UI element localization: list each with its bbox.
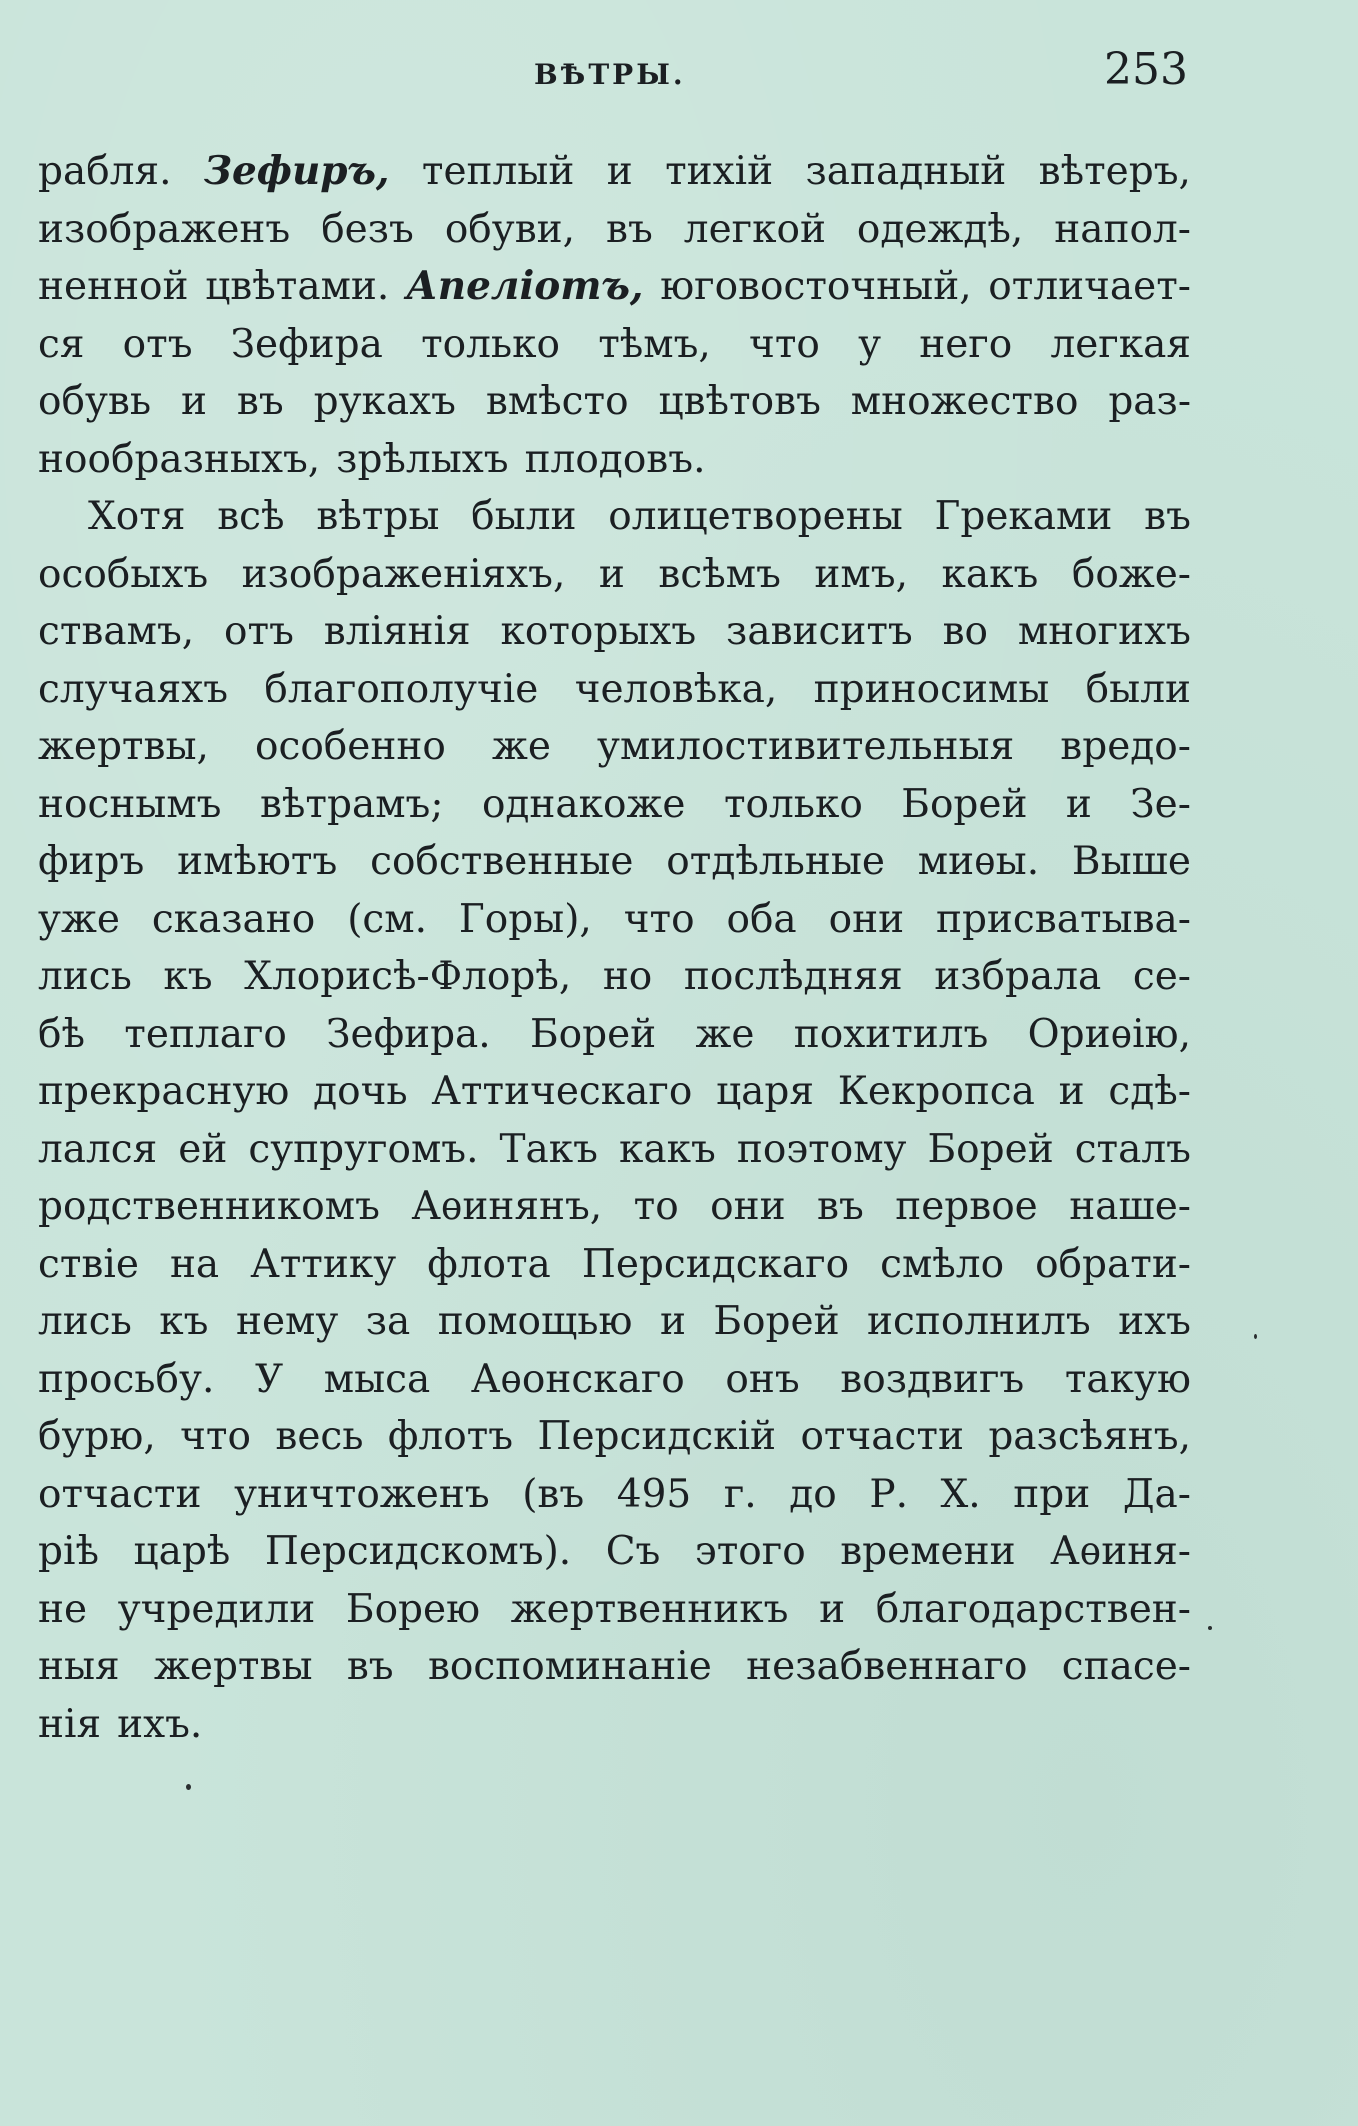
body-text: [38, 143, 1191, 1753]
word: и: [659, 1299, 686, 1344]
word: ненной: [38, 264, 189, 309]
word: безъ: [321, 206, 414, 252]
word: имѣютъ: [177, 839, 338, 884]
word: имъ,: [814, 551, 908, 597]
word: разсѣянъ,: [988, 1414, 1191, 1459]
word: у: [858, 321, 882, 367]
word: же: [695, 1011, 755, 1057]
text-line: [38, 373, 1191, 431]
word: особыхъ: [38, 551, 209, 597]
word: бурю,: [38, 1414, 156, 1459]
word: уже: [38, 896, 120, 942]
word: просьбу.: [38, 1356, 215, 1402]
word: только: [421, 321, 560, 367]
word: вѣтры: [316, 494, 440, 539]
word: Борею: [345, 1586, 481, 1632]
word: Борей: [530, 1011, 657, 1057]
word: обувь: [38, 379, 152, 424]
word: Зе-: [1130, 781, 1191, 827]
text-line: [38, 1236, 1191, 1294]
word: Персидскомъ).: [264, 1529, 572, 1574]
word: одеждѣ,: [856, 206, 1024, 252]
text-line: [38, 1178, 1191, 1236]
word: же: [491, 724, 551, 769]
word: къ: [163, 954, 213, 999]
word: У: [254, 1356, 284, 1402]
word: похитилъ: [793, 1011, 989, 1057]
word: прекрасную: [38, 1069, 290, 1114]
word: и: [1065, 781, 1092, 827]
word: Борей: [713, 1299, 840, 1344]
word: что: [749, 321, 820, 367]
word: нему: [235, 1299, 339, 1344]
word: они: [710, 1184, 786, 1229]
word: воспоминаніе: [427, 1644, 712, 1689]
word: се-: [1132, 954, 1191, 999]
word: что: [623, 896, 695, 942]
word: которыхъ: [500, 609, 697, 654]
word: Борей: [901, 781, 1028, 827]
word: времени: [840, 1529, 1016, 1574]
word: юговосточный,: [660, 264, 972, 309]
word: и: [598, 551, 625, 597]
running-head: ВѢТРЫ.: [534, 58, 686, 91]
text-line: [38, 776, 1191, 834]
word: избрала: [934, 954, 1102, 999]
word: вѣтеръ,: [1038, 149, 1191, 194]
word: раз-: [1108, 379, 1191, 424]
word: ныя: [38, 1644, 120, 1689]
word: наше-: [1069, 1184, 1191, 1229]
word: теплаго: [124, 1011, 287, 1057]
word: и: [181, 379, 208, 424]
text-line: [38, 1121, 1191, 1179]
word: многихъ: [1017, 609, 1191, 654]
word: въ: [236, 379, 284, 424]
word: и: [606, 149, 633, 194]
text-line: [38, 1466, 1191, 1524]
word: отличает-: [988, 264, 1191, 309]
word: весь: [275, 1414, 364, 1459]
word: мыса: [323, 1356, 431, 1402]
text-line: [38, 833, 1191, 891]
word: были: [471, 494, 577, 539]
word: онъ: [725, 1356, 800, 1402]
word: какъ: [619, 1126, 716, 1172]
word: особенно: [255, 724, 446, 769]
text-line: [38, 1351, 1191, 1409]
word: ихъ.: [117, 1701, 203, 1747]
word: рабля.: [38, 149, 172, 194]
word: носнымъ: [38, 781, 222, 827]
word: какъ: [941, 551, 1039, 597]
word: Зефира.: [326, 1011, 491, 1057]
word: отдѣльные: [666, 839, 885, 884]
word: цвѣтами.: [205, 264, 390, 309]
text-line: [38, 1581, 1191, 1639]
word: ствамъ,: [38, 609, 195, 654]
text-line: [38, 1638, 1191, 1696]
word: обрати-: [1035, 1241, 1191, 1287]
word: сталъ: [1074, 1126, 1191, 1172]
word: уничтоженъ: [234, 1471, 490, 1517]
word: то: [633, 1184, 679, 1229]
word: ствіе: [38, 1241, 139, 1287]
word: супругомъ.: [248, 1126, 479, 1172]
word: жертвенникъ: [510, 1586, 789, 1632]
word: плодовъ.: [524, 436, 706, 482]
word: и: [819, 1586, 846, 1632]
word: Да-: [1122, 1471, 1191, 1517]
word: жертвы,: [38, 724, 209, 769]
word: отчасти: [800, 1414, 964, 1459]
word: всѣ: [217, 494, 285, 539]
word: вмѣсто: [485, 379, 629, 424]
word: вліянія: [323, 609, 471, 654]
word: лись: [38, 954, 132, 999]
word: бѣ: [38, 1011, 85, 1057]
word: Аѳинянъ,: [411, 1184, 603, 1229]
word: (см.: [347, 896, 427, 942]
word: присватыва-: [935, 896, 1191, 942]
word: спасе-: [1061, 1644, 1191, 1689]
text-line: [38, 1696, 1191, 1754]
ink-speck: [186, 1784, 191, 1790]
ink-speck: [1254, 1334, 1257, 1339]
page-number: 253: [1104, 44, 1188, 95]
word: во: [942, 609, 989, 654]
word: Персидскаго: [581, 1241, 850, 1287]
word: отъ: [122, 321, 193, 367]
word: множество: [850, 379, 1079, 424]
text-line: [38, 431, 1191, 489]
word: ихъ: [1118, 1299, 1191, 1344]
word: отчасти: [38, 1471, 202, 1517]
word: однакоже: [481, 781, 686, 827]
word: Борей: [927, 1126, 1054, 1172]
word: Хлорисѣ-Флорѣ,: [244, 954, 572, 999]
word: него: [919, 321, 1013, 367]
word: оба: [726, 896, 797, 942]
word: при: [1013, 1471, 1091, 1517]
word: изображеніяхъ,: [241, 551, 566, 597]
word: олицетворены: [608, 494, 903, 539]
word: боже-: [1071, 551, 1191, 597]
word: ріѣ: [38, 1529, 99, 1574]
text-line: [38, 1006, 1191, 1064]
word: были: [1085, 666, 1191, 712]
word: Греками: [934, 494, 1113, 539]
word: жертвы: [153, 1644, 313, 1689]
word: на: [169, 1241, 220, 1287]
word: (въ: [522, 1471, 585, 1517]
text-line: [38, 1293, 1191, 1351]
word: тѣмъ,: [598, 321, 711, 367]
text-line: [38, 488, 1191, 546]
text-line: [38, 1063, 1191, 1121]
word: Выше: [1071, 839, 1191, 884]
word: Такъ: [499, 1126, 598, 1172]
word: случаяхъ: [38, 666, 229, 712]
word: изображенъ: [38, 206, 291, 252]
word: рукахъ: [313, 379, 456, 424]
word: поэтому: [736, 1126, 907, 1172]
word: цвѣтовъ: [658, 379, 821, 424]
word: только: [723, 781, 863, 827]
word: лался: [38, 1126, 158, 1172]
word: ей: [178, 1126, 228, 1172]
word: обуви,: [444, 206, 576, 252]
text-line: [38, 1523, 1191, 1581]
word: сдѣ-: [1108, 1069, 1191, 1114]
word: зависитъ: [726, 609, 913, 654]
word: воздвигъ: [840, 1356, 1025, 1402]
word: нія: [38, 1701, 102, 1747]
word: до: [789, 1471, 837, 1517]
word: напол-: [1054, 206, 1191, 252]
word: дочь: [313, 1069, 408, 1114]
word: они: [828, 896, 905, 942]
word: смѣло: [880, 1241, 1005, 1287]
word: Кекропса: [837, 1069, 1035, 1114]
word: легкой: [683, 206, 826, 252]
word: первое: [895, 1184, 1038, 1229]
word: Аѳиня-: [1050, 1529, 1191, 1574]
word: теплый: [421, 149, 575, 194]
word: сказано: [151, 896, 316, 942]
word: благодарствен-: [875, 1586, 1191, 1632]
text-line: [38, 143, 1191, 201]
word: умилостивительныя: [597, 724, 1015, 769]
text-line: [38, 316, 1191, 374]
word: и: [1058, 1069, 1085, 1114]
text-line: [38, 891, 1191, 949]
text-line: [38, 546, 1191, 604]
word: Персидскій: [537, 1414, 777, 1459]
word: царѣ: [133, 1529, 231, 1574]
word: этого: [694, 1529, 806, 1574]
word: отъ: [224, 609, 294, 654]
word: Зефиръ,: [203, 148, 390, 194]
ink-speck: [1208, 1626, 1212, 1630]
word: миѳы.: [917, 839, 1040, 884]
word: Зефира: [230, 321, 383, 367]
word: Х.: [940, 1471, 981, 1517]
word: что: [180, 1414, 251, 1459]
word: г.: [723, 1471, 757, 1517]
text-line: [38, 661, 1191, 719]
text-line: [38, 948, 1191, 1006]
word: Аѳонскаго: [470, 1356, 685, 1402]
word: ся: [38, 321, 85, 367]
text-line: [38, 1408, 1191, 1466]
word: незабвеннаго: [746, 1644, 1028, 1689]
word: фиръ: [38, 839, 145, 884]
text-line: [38, 201, 1191, 259]
word: вредо-: [1060, 724, 1191, 769]
word: помощью: [437, 1299, 633, 1344]
word: Горы),: [458, 896, 592, 942]
word: лись: [38, 1299, 132, 1344]
word: такую: [1064, 1356, 1191, 1402]
word: западный: [805, 149, 1007, 194]
word: вѣтрамъ;: [259, 781, 444, 827]
word: въ: [817, 1184, 864, 1229]
word: къ: [159, 1299, 209, 1344]
word: царя: [716, 1069, 814, 1114]
word: нообразныхъ,: [38, 436, 321, 482]
word: учредили: [117, 1586, 316, 1632]
word: благополучіе: [264, 666, 539, 712]
word: въ: [606, 206, 653, 252]
word: человѣка,: [574, 666, 778, 712]
word: въ: [1144, 494, 1191, 539]
word: флота: [427, 1241, 551, 1287]
word: но: [602, 954, 653, 999]
word: приносимы: [813, 666, 1050, 712]
text-line: [38, 258, 1191, 316]
word: Ориѳію,: [1027, 1011, 1191, 1057]
word: зрѣлыхъ: [336, 436, 509, 482]
word: Съ: [605, 1529, 661, 1574]
word: флотъ: [387, 1414, 514, 1459]
word: собственные: [370, 839, 634, 884]
word: 495: [616, 1471, 692, 1517]
word: въ: [346, 1644, 394, 1689]
word: за: [365, 1299, 411, 1344]
word: Аттическаго: [431, 1069, 693, 1114]
word: родственникомъ: [38, 1184, 380, 1229]
word: послѣдняя: [683, 954, 903, 999]
text-line: [38, 718, 1191, 776]
word: легкая: [1050, 321, 1191, 367]
word: Апеліотъ,: [406, 263, 644, 309]
word: не: [38, 1586, 88, 1632]
word: Аттику: [250, 1241, 397, 1287]
word: Р.: [869, 1471, 908, 1517]
word: Хотя: [88, 494, 186, 539]
word: всѣмъ: [658, 551, 781, 597]
word: тихій: [665, 149, 774, 194]
text-line: [38, 603, 1191, 661]
word: исполнилъ: [867, 1299, 1091, 1344]
